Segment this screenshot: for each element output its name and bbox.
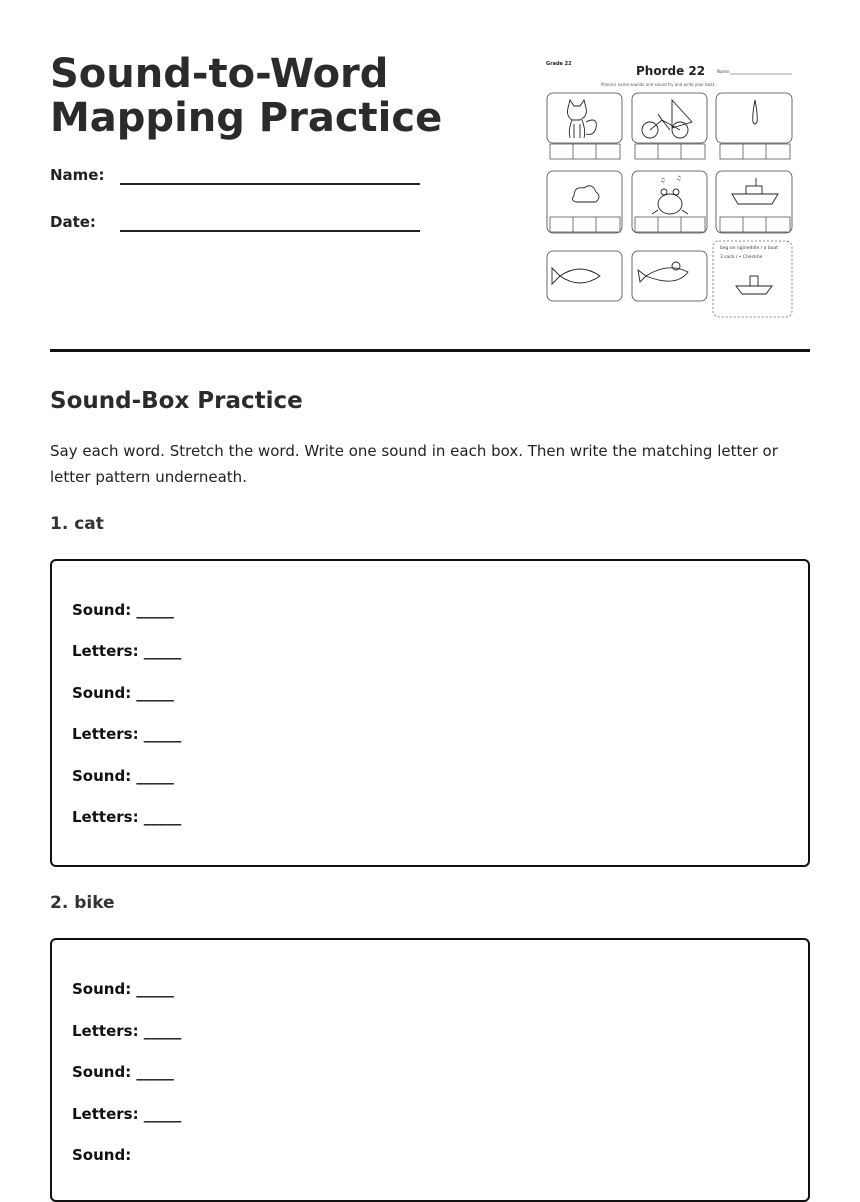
cat-drawing [568,100,597,138]
divider [50,349,810,352]
fish-drawing [552,268,600,284]
thumb-note-2: 3 sack / • Checkhe [720,255,763,260]
drop-drawing [753,100,758,124]
date-label: Date: [50,213,96,231]
sound-row[interactable]: Sound: _____ [72,1063,174,1081]
name-line[interactable] [120,183,420,185]
section-title: Sound-Box Practice [50,388,303,414]
worksheet-thumbnail [546,58,796,320]
letters-row[interactable]: Letters: _____ [72,642,182,660]
thumb-heading: Phorde 22 [636,64,706,78]
thumb-subtitle: Phonics name sounds and sound try and write your beat. [601,82,716,87]
svg-text:♫: ♫ [676,175,682,182]
page-title: Sound-to-Word Mapping Practice [50,51,443,141]
sound-row[interactable]: Sound: _____ [72,767,174,785]
name-label: Name: [50,166,105,184]
letters-row[interactable]: Letters: _____ [72,725,182,743]
letters-row[interactable]: Letters: _____ [72,1105,182,1123]
svg-text:♫: ♫ [660,177,666,184]
sound-box-bike[interactable] [50,938,810,1202]
letters-row[interactable]: Letters: _____ [72,1022,182,1040]
sound-row[interactable]: Sound: _____ [72,980,174,998]
sound-box-cat[interactable] [50,559,810,867]
letters-row[interactable]: Letters: _____ [72,808,182,826]
frog-drawing [652,175,688,214]
sound-row[interactable]: Sound: [72,1146,132,1164]
thumb-note-1: beg on ngineddle / a boat [720,246,778,251]
bike-drawing [642,100,692,138]
date-line[interactable] [120,230,420,232]
bird-fish-drawing [638,262,688,282]
cloud-drawing [572,186,599,202]
thumb-grade: Grade 22 [546,61,572,67]
item-heading-cat: 1. cat [50,514,104,534]
item-heading-bike: 2. bike [50,893,115,913]
thumb-name-label: Name: [717,69,731,74]
sound-row[interactable]: Sound: _____ [72,684,174,702]
small-boat-drawing [736,276,772,294]
instructions: Say each word. Stretch the word. Write one sound in each box. Then write the matching letter or letter pattern underneath. [50,442,778,486]
sound-row[interactable]: Sound: _____ [72,601,174,619]
boat-drawing [732,178,778,204]
